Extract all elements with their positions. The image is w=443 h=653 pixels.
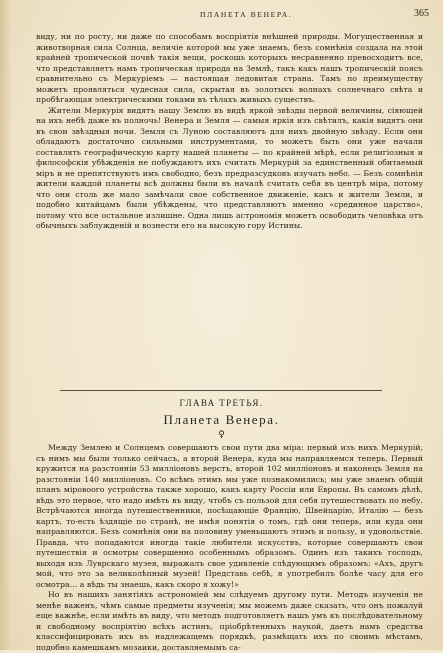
page-number: 365	[414, 8, 429, 19]
paragraph: Между Землею и Солнцемъ совершаютъ свои пути два міра: первый изъ нихъ Меркурій, съ нимъ мы были только сейчасъ, а второй Венера, куда мы направляемся теперь. Первый кружится на разстояніи 53 милліоновъ верстъ, второй 102 милліоновъ и наконецъ Земля на разстояніи 140 милліоновъ. Со всѣмъ этимъ мы уже познакомились; мы уже знаемъ общій планъ міровоого устройства также хорошо, какъ карту Россіи или Европы. Въ самомъ дѣлѣ, вѣдь это первое, что надо имѣть въ виду, чтобъ съ пользой для себя путешествовать по небу. Встрѣчаются иногда путешественники, посѣщающіе Францію, Швейцарію, Италію — безъ картъ, то-есть ѣздящіе по странѣ, не имѣя понятія о томъ, гдѣ они теперь, или куда они направляются. Безъ сомнѣнія они на половину уменьшаютъ этимъ и пользу, и удовольствіе. Правда, что попадаются иногда такіе любители искусствъ, которые совершаютъ свои путешествія и осмотры совершенно особеннымъ образомъ. Одинъ изъ такихъ господъ, выходя изъ Луврскаго музея, выражалъ свое удивленіе слѣдующимъ образомъ: «Ахъ, другъ мой, что это за великолѣпный музей! Представь себѣ, я употребилъ болѣе часу для его осмотра… а вѣдь ты знаешь, какъ скоро я хожу!»	[36, 443, 423, 589]
paragraph: Жители Меркурія видятъ нашу Землю въ видѣ яркой звѣзды первой величины, сіяющей на ихъ небѣ даже въ полночь! Венера и Земля — самыя яркія изъ свѣтилъ, какія видятъ они въ свои звѣздныя ночи. Земля съ Луною составляютъ для нихъ двойную звѣзду. Если они обладаютъ достаточно сильными инструментами, то можетъ быть они уже начали составлять географическую карту нашей планеты — по крайней мѣрѣ, если религіозныя и философскія убѣжденія не побуждаютъ ихъ считать Меркурій за единственный обитаемый міръ и не препятствуютъ имъ свободно, безъ предразсудковъ изучать небо. — Безъ сомнѣнія жители каждой планеты всѣ должны были въ началѣ считать себя въ центрѣ міра, потому что они столь же мало замѣчали свое собственное движеніе, какъ и жители Земли, и подобно китайцамъ были убѣждены, что представляютъ именно «срединное царство», потому что все остальное излишне. Одна лишь астрономія можетъ освободить человѣка отъ обычныхъ заблужденій и вознести его на высокую гору Истины.	[36, 105, 423, 230]
page-gutter-shadow	[0, 0, 12, 650]
venus-symbol-icon: ♀	[218, 430, 225, 440]
page-header	[70, 8, 429, 22]
running-title: ПЛАНЕТА ВЕНЕРА.	[200, 10, 293, 19]
paragraph: виду, ни по росту, ни даже по способамъ воспріятія внѣшней природы. Могущественная и животворная сила Солнца, величіе которой мы уже знаемъ, безъ сомнѣнія создала на этой крайней тропической почвѣ такія вещи, роскошь которыхъ несравненно превосходитъ все, что представляетъ намъ тропическая природа на Землѣ, такъ какъ нашъ тропическій поясъ сравнительно съ Меркуріемъ — настоящая ледовитая страна. Тамъ по преимуществу можетъ проявляться чудесная сила, скрытая въ золотыхъ волнахъ солнечнаго свѣта и пробѣгающая электрическими токами въ тѣлахъ живыхъ существъ.	[36, 32, 423, 104]
chapter-title: Планета Венера.	[163, 412, 280, 427]
intro-text-block	[36, 32, 423, 232]
chapter-number: ГЛАВА ТРЕТЬЯ.	[179, 398, 264, 408]
section-divider	[60, 390, 382, 391]
paragraph: Но въ нашихъ занятіяхъ астрономіей мы слѣдуемъ другому пути. Методъ изученія не менѣе важенъ, чѣмъ самые предметы изученія; мы можемъ даже сказать, что онъ пожалуй еще важнѣе, если имѣть въ виду, что методъ подготовляетъ нашъ умъ къ послѣдовательному и свободному воспріятію всѣхъ истинъ, пріобрѣтенныхъ наукой, даетъ намъ средства классифицировать ихъ въ надлежащемъ порядкѣ, размѣщать ихъ по своимъ мѣстамъ, подобно камешкамъ мозаики, доставляемымъ са-	[36, 590, 423, 652]
chapter-text-block	[36, 443, 423, 653]
